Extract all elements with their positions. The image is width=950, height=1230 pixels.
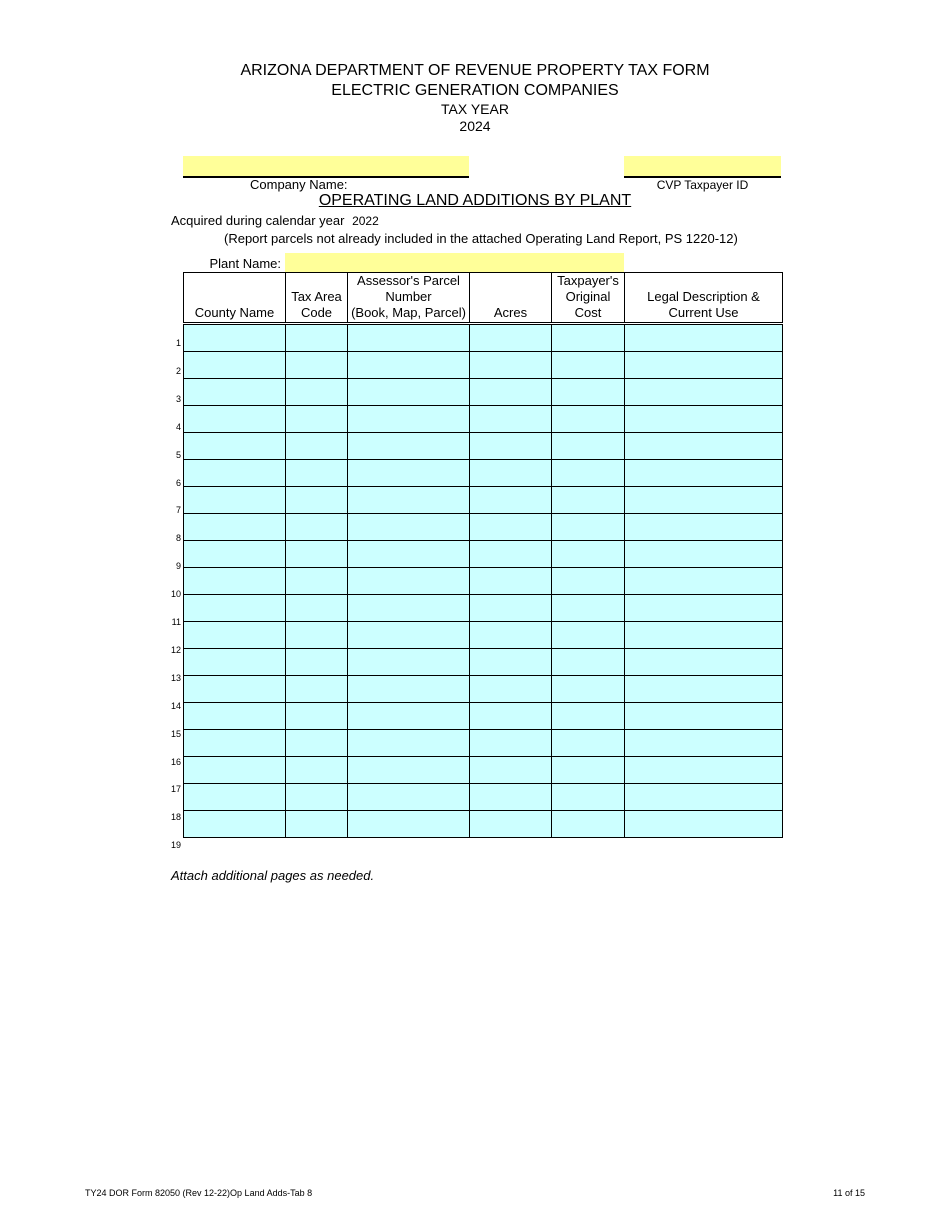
cell-county-name[interactable] xyxy=(184,730,286,757)
cell-county-name[interactable] xyxy=(184,649,286,676)
cell-legal-description[interactable] xyxy=(625,460,783,487)
cell-original-cost[interactable] xyxy=(552,757,625,784)
cell-legal-description[interactable] xyxy=(625,676,783,703)
column-header-line: Current Use xyxy=(668,305,739,320)
cell-acres[interactable] xyxy=(470,514,552,541)
cell-original-cost[interactable] xyxy=(552,406,625,433)
cell-acres[interactable] xyxy=(470,811,552,838)
taxpayer-id-label: CVP Taxpayer ID xyxy=(656,178,749,192)
cell-county-name[interactable] xyxy=(184,811,286,838)
row-number: 3 xyxy=(175,393,181,404)
table-row xyxy=(184,622,783,649)
cell-original-cost[interactable] xyxy=(552,649,625,676)
header-line-1: ARIZONA DEPARTMENT OF REVENUE PROPERTY TAX FORM xyxy=(240,62,710,79)
cell-county-name[interactable] xyxy=(184,324,286,352)
column-header-line: County Name xyxy=(194,305,275,320)
cell-county-name[interactable] xyxy=(184,352,286,379)
row-number: 11 xyxy=(171,617,181,627)
cell-tax-area-code[interactable] xyxy=(286,676,348,703)
column-header-line: Assessor's Parcel xyxy=(357,273,460,288)
plant-name-label: Plant Name: xyxy=(209,256,281,271)
cell-original-cost[interactable] xyxy=(552,379,625,406)
cell-parcel-number[interactable] xyxy=(348,324,470,352)
cell-parcel-number[interactable] xyxy=(348,460,470,487)
attach-note: Attach additional pages as needed. xyxy=(171,868,375,883)
cell-legal-description[interactable] xyxy=(625,595,783,622)
cell-original-cost[interactable] xyxy=(552,622,625,649)
table-row xyxy=(184,568,783,595)
row-number: 4 xyxy=(175,421,181,432)
cell-county-name[interactable] xyxy=(184,757,286,784)
cell-acres[interactable] xyxy=(470,703,552,730)
table-row xyxy=(184,649,783,676)
cell-legal-description[interactable] xyxy=(625,811,783,838)
column-header-line: Legal Description & xyxy=(647,289,760,304)
row-number: 14 xyxy=(170,700,181,711)
cell-legal-description[interactable] xyxy=(625,703,783,730)
cell-legal-description[interactable] xyxy=(625,649,783,676)
row-number: 13 xyxy=(170,672,181,683)
cell-tax-area-code[interactable] xyxy=(286,352,348,379)
row-number: 6 xyxy=(175,477,181,488)
cell-original-cost[interactable] xyxy=(552,568,625,595)
cell-county-name[interactable] xyxy=(184,622,286,649)
table-row xyxy=(184,324,783,352)
cell-parcel-number[interactable] xyxy=(348,568,470,595)
cell-parcel-number[interactable] xyxy=(348,649,470,676)
table-row xyxy=(184,433,783,460)
cell-parcel-number[interactable] xyxy=(348,703,470,730)
cell-parcel-number[interactable] xyxy=(348,541,470,568)
cell-tax-area-code[interactable] xyxy=(286,460,348,487)
row-number: 10 xyxy=(170,589,181,600)
company-name-label: Company Name: xyxy=(250,177,348,192)
cell-tax-area-code[interactable] xyxy=(286,784,348,811)
column-header-parcel-number xyxy=(348,273,470,324)
cell-legal-description[interactable] xyxy=(625,568,783,595)
cell-tax-area-code[interactable] xyxy=(286,595,348,622)
cell-tax-area-code[interactable] xyxy=(286,649,348,676)
cell-acres[interactable] xyxy=(470,757,552,784)
cell-parcel-number[interactable] xyxy=(348,757,470,784)
cell-county-name[interactable] xyxy=(184,487,286,514)
cell-original-cost[interactable] xyxy=(552,541,625,568)
row-number: 18 xyxy=(170,812,181,823)
header-year: 2024 xyxy=(459,118,491,134)
cell-tax-area-code[interactable] xyxy=(286,757,348,784)
cell-acres[interactable] xyxy=(470,649,552,676)
cell-tax-area-code[interactable] xyxy=(286,433,348,460)
cell-parcel-number[interactable] xyxy=(348,487,470,514)
cell-original-cost[interactable] xyxy=(552,460,625,487)
row-number: 2 xyxy=(175,365,181,376)
table-row xyxy=(184,514,783,541)
row-number: 1 xyxy=(175,338,181,348)
cell-tax-area-code[interactable] xyxy=(286,811,348,838)
cell-tax-area-code[interactable] xyxy=(286,622,348,649)
column-header-original-cost xyxy=(552,273,625,324)
row-number: 12 xyxy=(170,644,181,655)
cell-original-cost[interactable] xyxy=(552,433,625,460)
cell-parcel-number[interactable] xyxy=(348,352,470,379)
cell-county-name[interactable] xyxy=(184,541,286,568)
section-title: OPERATING LAND ADDITIONS BY PLANT xyxy=(318,192,632,209)
cell-legal-description[interactable] xyxy=(625,406,783,433)
header-line-2: ELECTRIC GENERATION COMPANIES xyxy=(331,82,619,99)
cell-legal-description[interactable] xyxy=(625,514,783,541)
cell-acres[interactable] xyxy=(470,352,552,379)
section-note: (Report parcels not already included in the attached Operating Land Report, PS 1220-12) xyxy=(224,231,738,246)
cell-legal-description[interactable] xyxy=(625,487,783,514)
cell-parcel-number[interactable] xyxy=(348,730,470,757)
column-header-line: Cost xyxy=(574,305,602,320)
cell-county-name[interactable] xyxy=(184,514,286,541)
table-row xyxy=(184,460,783,487)
cell-original-cost[interactable] xyxy=(552,514,625,541)
table-row xyxy=(184,487,783,514)
table-row xyxy=(184,703,783,730)
column-header-legal-description xyxy=(625,273,783,324)
acquired-label xyxy=(171,213,379,228)
cell-acres[interactable] xyxy=(470,379,552,406)
cell-parcel-number[interactable] xyxy=(348,595,470,622)
column-header-line xyxy=(470,289,551,305)
cell-tax-area-code[interactable] xyxy=(286,703,348,730)
cell-tax-area-code[interactable] xyxy=(286,541,348,568)
cell-original-cost[interactable] xyxy=(552,676,625,703)
table-row xyxy=(184,730,783,757)
cell-acres[interactable] xyxy=(470,595,552,622)
column-header-line: Number xyxy=(385,289,432,304)
column-header-tax-area-code xyxy=(286,273,348,324)
cell-tax-area-code[interactable] xyxy=(286,406,348,433)
cell-original-cost[interactable] xyxy=(552,595,625,622)
table-row xyxy=(184,676,783,703)
row-number: 7 xyxy=(175,505,181,516)
cell-acres[interactable] xyxy=(470,541,552,568)
column-header-line xyxy=(470,273,551,289)
taxpayer-id-input[interactable] xyxy=(624,156,781,178)
cell-tax-area-code[interactable] xyxy=(286,379,348,406)
page-number: 11 of 15 xyxy=(833,1188,865,1198)
cell-legal-description[interactable] xyxy=(625,784,783,811)
column-header-line: Taxpayer's xyxy=(557,273,619,288)
company-name-input[interactable] xyxy=(183,156,469,178)
cell-tax-area-code[interactable] xyxy=(286,487,348,514)
cell-legal-description[interactable] xyxy=(625,324,783,352)
column-header-line: (Book, Map, Parcel) xyxy=(351,305,466,320)
cell-acres[interactable] xyxy=(470,406,552,433)
cell-tax-area-code[interactable] xyxy=(286,568,348,595)
cell-parcel-number[interactable] xyxy=(348,514,470,541)
cell-county-name[interactable] xyxy=(184,568,286,595)
cell-original-cost[interactable] xyxy=(552,730,625,757)
cell-county-name[interactable] xyxy=(184,379,286,406)
cell-acres[interactable] xyxy=(470,730,552,757)
cell-parcel-number[interactable] xyxy=(348,433,470,460)
cell-tax-area-code[interactable] xyxy=(286,730,348,757)
cell-tax-area-code[interactable] xyxy=(286,324,348,352)
column-header-line: Code xyxy=(300,305,333,320)
column-header-line xyxy=(625,273,782,289)
cell-parcel-number[interactable] xyxy=(348,622,470,649)
cell-acres[interactable] xyxy=(470,568,552,595)
cell-county-name[interactable] xyxy=(184,460,286,487)
cell-legal-description[interactable] xyxy=(625,730,783,757)
cell-acres[interactable] xyxy=(470,324,552,352)
table-row xyxy=(184,784,783,811)
row-number: 9 xyxy=(175,561,181,572)
column-header-line xyxy=(184,273,285,289)
plant-name-input[interactable] xyxy=(285,253,624,272)
cell-parcel-number[interactable] xyxy=(348,784,470,811)
table-row xyxy=(184,757,783,784)
column-header-county-name xyxy=(184,273,286,324)
cell-county-name[interactable] xyxy=(184,595,286,622)
cell-parcel-number[interactable] xyxy=(348,406,470,433)
cell-tax-area-code[interactable] xyxy=(286,514,348,541)
cell-parcel-number[interactable] xyxy=(348,379,470,406)
row-number: 19 xyxy=(170,840,181,851)
column-header-line xyxy=(286,273,347,289)
table-row xyxy=(184,406,783,433)
cell-acres[interactable] xyxy=(470,460,552,487)
cell-original-cost[interactable] xyxy=(552,811,625,838)
column-header-acres xyxy=(470,273,552,324)
row-number: 5 xyxy=(175,449,181,460)
cell-county-name[interactable] xyxy=(184,406,286,433)
land-additions-table xyxy=(183,272,783,838)
table-row xyxy=(184,352,783,379)
column-header-line: Tax Area xyxy=(291,289,342,304)
cell-county-name[interactable] xyxy=(184,433,286,460)
table-row xyxy=(184,595,783,622)
cell-acres[interactable] xyxy=(470,487,552,514)
header-line-3: TAX YEAR xyxy=(441,101,509,117)
cell-original-cost[interactable] xyxy=(552,352,625,379)
cell-legal-description[interactable] xyxy=(625,622,783,649)
cell-acres[interactable] xyxy=(470,676,552,703)
column-header-line: Original xyxy=(565,289,611,304)
row-number: 8 xyxy=(175,533,181,544)
cell-acres[interactable] xyxy=(470,622,552,649)
table-row xyxy=(184,541,783,568)
cell-original-cost[interactable] xyxy=(552,784,625,811)
row-number: 17 xyxy=(170,784,181,795)
cell-legal-description[interactable] xyxy=(625,379,783,406)
cell-legal-description[interactable] xyxy=(625,352,783,379)
table-row xyxy=(184,811,783,838)
cell-parcel-number[interactable] xyxy=(348,811,470,838)
form-id: TY24 DOR Form 82050 (Rev 12-22)Op Land Adds-Tab 8 xyxy=(85,1188,313,1198)
cell-legal-description[interactable] xyxy=(625,541,783,568)
row-number: 16 xyxy=(170,756,181,767)
cell-original-cost[interactable] xyxy=(552,324,625,352)
acquired-year: 2022 xyxy=(352,214,379,228)
cell-parcel-number[interactable] xyxy=(348,676,470,703)
cell-legal-description[interactable] xyxy=(625,433,783,460)
cell-original-cost[interactable] xyxy=(552,487,625,514)
cell-acres[interactable] xyxy=(470,433,552,460)
cell-original-cost[interactable] xyxy=(552,703,625,730)
cell-legal-description[interactable] xyxy=(625,757,783,784)
cell-acres[interactable] xyxy=(470,784,552,811)
acquired-text: Acquired during calendar year xyxy=(171,213,345,228)
cell-county-name[interactable] xyxy=(184,676,286,703)
cell-county-name[interactable] xyxy=(184,784,286,811)
column-header-line xyxy=(184,289,285,305)
cell-county-name[interactable] xyxy=(184,703,286,730)
row-number: 15 xyxy=(170,728,181,739)
table-row xyxy=(184,379,783,406)
column-header-line: Acres xyxy=(493,305,528,320)
